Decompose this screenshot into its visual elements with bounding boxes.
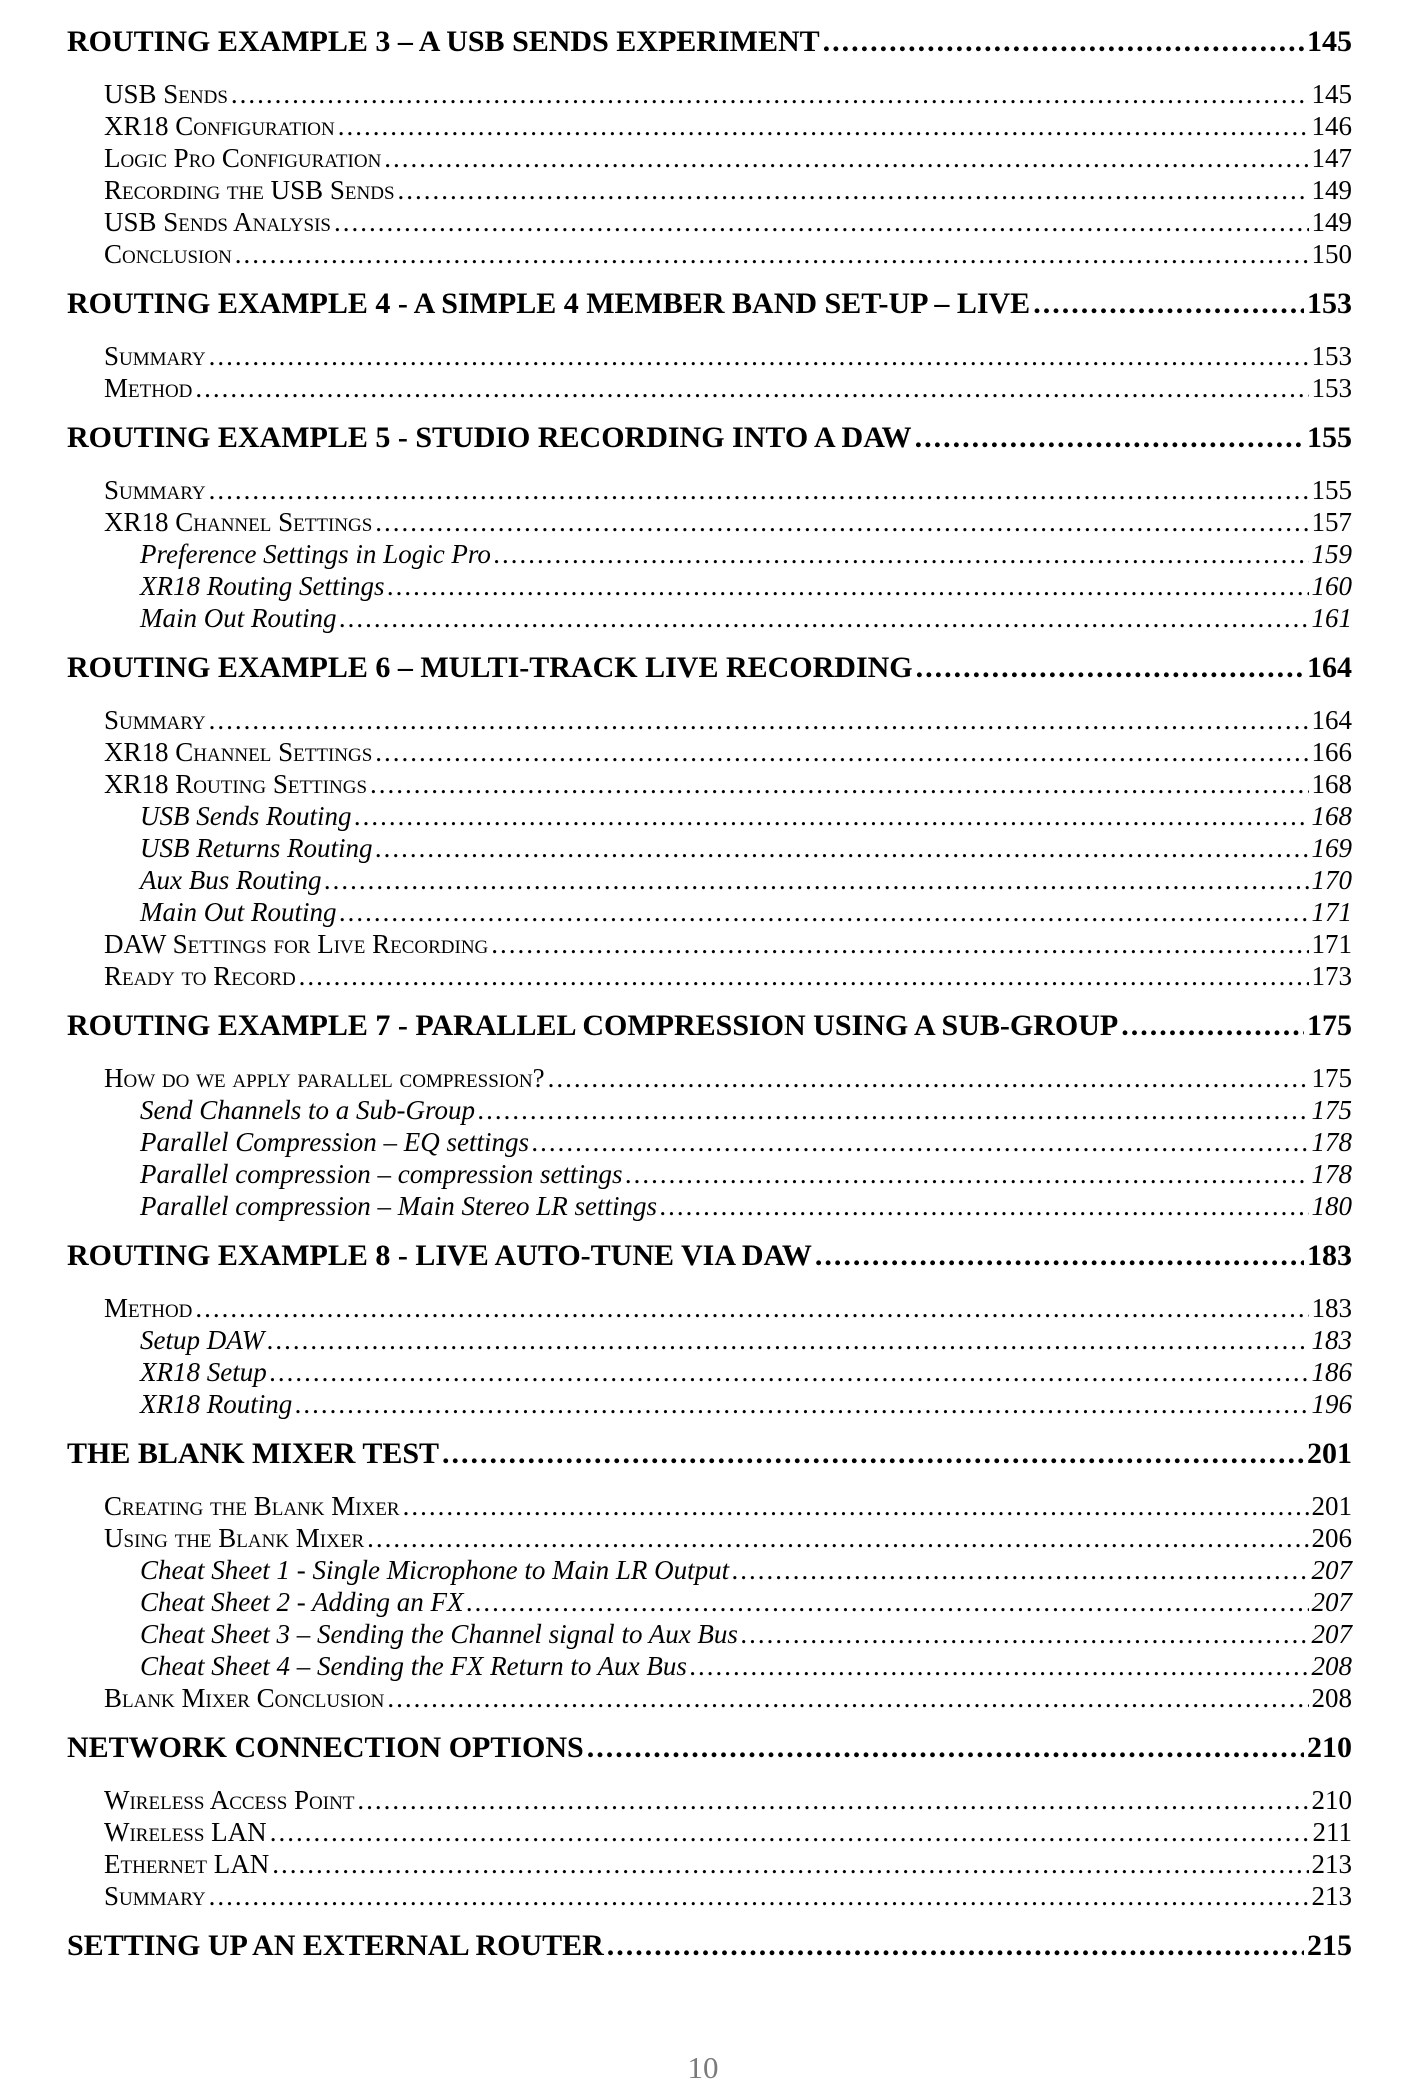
toc-entry (67, 864, 1352, 896)
toc-entry-page: 149 (1311, 175, 1352, 205)
toc-entry-label: Summary (104, 705, 206, 735)
toc-entry-label: Cheat Sheet 1 - Single Microphone to Main LR Output (140, 1555, 730, 1585)
toc-entry-page: 208 (1311, 1651, 1352, 1681)
dot-leader (209, 474, 1309, 506)
dot-leader (375, 832, 1308, 864)
dot-leader (625, 1158, 1308, 1190)
toc-entry-label: Conclusion (104, 239, 232, 269)
toc-entry-label: DAW Settings for Live Recording (104, 929, 489, 959)
toc-entry (67, 474, 1352, 506)
toc-entry (67, 832, 1352, 864)
toc-list (67, 26, 1352, 1962)
toc-entry-label: Summary (104, 341, 206, 371)
toc-entry-label: USB Returns Routing (140, 833, 373, 863)
toc-entry (67, 174, 1352, 206)
dot-leader (209, 704, 1309, 736)
toc-entry (67, 1650, 1352, 1682)
dot-leader (209, 340, 1309, 372)
dot-leader (340, 602, 1309, 634)
toc-entry-page: 164 (1307, 651, 1352, 684)
dot-leader (299, 960, 1309, 992)
dot-leader (354, 800, 1308, 832)
toc-entry-label: XR18 Channel Settings (104, 737, 373, 767)
toc-entry (67, 1522, 1352, 1554)
toc-entry-page: 213 (1311, 1849, 1352, 1879)
toc-entry (67, 538, 1352, 570)
toc-entry-label: Ethernet LAN (104, 1849, 270, 1879)
toc-entry (67, 78, 1352, 110)
toc-entry-label: XR18 Routing (140, 1389, 293, 1419)
toc-entry-page: 173 (1311, 961, 1352, 991)
dot-leader (387, 570, 1308, 602)
toc-entry-label: USB Sends Routing (140, 801, 352, 831)
dot-leader (195, 1292, 1308, 1324)
toc-entry-page: 170 (1311, 865, 1352, 895)
toc-entry (67, 1880, 1352, 1912)
toc-entry (67, 1816, 1352, 1848)
dot-leader (398, 174, 1309, 206)
toc-entry-page: 201 (1307, 1437, 1352, 1470)
toc-entry-page: 147 (1311, 143, 1352, 173)
toc-entry-page: 164 (1311, 705, 1352, 735)
toc-entry-label: Method (104, 1293, 193, 1323)
toc-entry-page: 175 (1311, 1063, 1352, 1093)
toc-entry (67, 238, 1352, 270)
toc-entry-page: 213 (1311, 1881, 1352, 1911)
toc-entry-label: Setup DAW (140, 1325, 265, 1355)
dot-leader (690, 1650, 1309, 1682)
toc-entry (67, 1158, 1352, 1190)
dot-leader (494, 538, 1309, 570)
dot-leader (367, 1522, 1308, 1554)
toc-entry-label: Cheat Sheet 3 – Sending the Channel signal to Aux Bus (140, 1619, 738, 1649)
dot-leader (587, 1732, 1304, 1764)
toc-entry (67, 340, 1352, 372)
toc-entry-page: 208 (1311, 1683, 1352, 1713)
toc-entry (67, 960, 1352, 992)
toc-entry-label: How do we apply parallel compression? (104, 1063, 545, 1093)
toc-entry-page: 183 (1311, 1325, 1352, 1355)
dot-leader (357, 1784, 1308, 1816)
toc-entry (67, 1388, 1352, 1420)
toc-entry-page: 183 (1307, 1239, 1352, 1272)
toc-entry-page: 145 (1307, 25, 1352, 58)
toc-entry-label: USB Sends (104, 79, 228, 109)
toc-entry-label: Recording the USB Sends (104, 175, 395, 205)
toc-entry-page: 155 (1307, 421, 1352, 454)
toc-entry-page: 153 (1311, 341, 1352, 371)
toc-entry (67, 704, 1352, 736)
toc-entry-label: ROUTING EXAMPLE 3 – A USB SENDS EXPERIMENT (67, 25, 820, 58)
toc-entry-page: 175 (1307, 1009, 1352, 1042)
dot-leader (741, 1618, 1309, 1650)
dot-leader (195, 372, 1308, 404)
toc-entry (67, 1062, 1352, 1094)
toc-entry (67, 1356, 1352, 1388)
toc-entry (67, 206, 1352, 238)
dot-leader (491, 928, 1308, 960)
toc-entry-page: 211 (1312, 1817, 1352, 1847)
dot-leader (375, 736, 1308, 768)
toc-entry-label: ROUTING EXAMPLE 5 - STUDIO RECORDING INTO A DAW (67, 421, 912, 454)
dot-leader (823, 26, 1304, 58)
toc-entry (67, 1010, 1352, 1042)
toc-entry (67, 110, 1352, 142)
dot-leader (732, 1554, 1308, 1586)
dot-leader (387, 1682, 1308, 1714)
dot-leader (272, 1848, 1308, 1880)
dot-leader (478, 1094, 1309, 1126)
toc-entry-label: Ready to Record (104, 961, 296, 991)
toc-entry-label: ROUTING EXAMPLE 7 - PARALLEL COMPRESSION USING A SUB-GROUP (67, 1009, 1119, 1042)
dot-leader (338, 110, 1309, 142)
dot-leader (295, 1388, 1308, 1420)
toc-entry-page: 150 (1311, 239, 1352, 269)
toc-entry-label: NETWORK CONNECTION OPTIONS (67, 1731, 584, 1764)
toc-entry-label: SETTING UP AN EXTERNAL ROUTER (67, 1929, 604, 1962)
toc-entry-label: XR18 Routing Settings (104, 769, 368, 799)
toc-entry (67, 142, 1352, 174)
dot-leader (270, 1816, 1310, 1848)
dot-leader (375, 506, 1308, 538)
toc-entry-page: 183 (1311, 1293, 1352, 1323)
toc-entry (67, 1438, 1352, 1470)
toc-entry-label: Summary (104, 475, 206, 505)
toc-entry (67, 1848, 1352, 1880)
toc-entry (67, 1586, 1352, 1618)
dot-leader (340, 896, 1309, 928)
toc-entry (67, 1324, 1352, 1356)
toc-entry (67, 652, 1352, 684)
toc-entry (67, 570, 1352, 602)
toc-entry (67, 1240, 1352, 1272)
toc-entry-page: 168 (1311, 769, 1352, 799)
toc-entry-page: 186 (1311, 1357, 1352, 1387)
dot-leader (915, 422, 1304, 454)
toc-entry-label: XR18 Setup (140, 1357, 267, 1387)
toc-entry-label: USB Sends Analysis (104, 207, 331, 237)
toc-entry (67, 1292, 1352, 1324)
dot-leader (267, 1324, 1308, 1356)
toc-entry (67, 928, 1352, 960)
toc-entry (67, 1618, 1352, 1650)
toc-entry-label: Wireless Access Point (104, 1785, 355, 1815)
toc-entry-label: ROUTING EXAMPLE 4 - A SIMPLE 4 MEMBER BAND SET-UP – LIVE (67, 287, 1031, 320)
toc-entry-page: 146 (1311, 111, 1352, 141)
toc-entry-page: 180 (1311, 1191, 1352, 1221)
toc-entry (67, 372, 1352, 404)
toc-entry-label: XR18 Configuration (104, 111, 335, 141)
toc-entry (67, 602, 1352, 634)
toc-entry-page: 171 (1311, 929, 1352, 959)
toc-entry-label: Wireless LAN (104, 1817, 267, 1847)
toc-entry (67, 1126, 1352, 1158)
toc-entry (67, 1784, 1352, 1816)
toc-entry-label: Cheat Sheet 2 - Adding an FX (140, 1587, 464, 1617)
toc-entry-page: 207 (1311, 1619, 1352, 1649)
dot-leader (209, 1880, 1309, 1912)
toc-entry-label: Cheat Sheet 4 – Sending the FX Return to Aux Bus (140, 1651, 687, 1681)
toc-entry-label: Send Channels to a Sub-Group (140, 1095, 475, 1125)
toc-entry-label: Parallel compression – Main Stereo LR settings (140, 1191, 657, 1221)
toc-entry-page: 160 (1311, 571, 1352, 601)
toc-entry-page: 207 (1311, 1587, 1352, 1617)
toc-entry-page: 168 (1311, 801, 1352, 831)
toc-entry-label: Logic Pro Configuration (104, 143, 382, 173)
dot-leader (270, 1356, 1309, 1388)
toc-entry (67, 1554, 1352, 1586)
dot-leader (235, 238, 1309, 270)
toc-entry-page: 196 (1311, 1389, 1352, 1419)
toc-entry (67, 896, 1352, 928)
dot-leader (370, 768, 1308, 800)
dot-leader (1033, 288, 1304, 320)
toc-entry-label: Parallel Compression – EQ settings (140, 1127, 529, 1157)
dot-leader (916, 652, 1304, 684)
toc-entry-page: 145 (1311, 79, 1352, 109)
toc-entry-label: Summary (104, 1881, 206, 1911)
toc-entry-page: 159 (1311, 539, 1352, 569)
toc-entry (67, 800, 1352, 832)
toc-entry-label: Aux Bus Routing (140, 865, 322, 895)
toc-entry (67, 1094, 1352, 1126)
toc-entry-label: Parallel compression – compression settings (140, 1159, 623, 1189)
dot-leader (815, 1240, 1304, 1272)
toc-entry-label: XR18 Routing Settings (140, 571, 385, 601)
toc-entry-page: 149 (1311, 207, 1352, 237)
toc-entry-page: 210 (1307, 1731, 1352, 1764)
toc-entry-label: Using the Blank Mixer (104, 1523, 365, 1553)
dot-leader (324, 864, 1308, 896)
toc-entry-page: 169 (1311, 833, 1352, 863)
toc-entry-label: Blank Mixer Conclusion (104, 1683, 385, 1713)
dot-leader (403, 1490, 1309, 1522)
dot-leader (1121, 1010, 1304, 1042)
toc-entry-page: 153 (1311, 373, 1352, 403)
toc-entry-page: 171 (1311, 897, 1352, 927)
toc-entry-label: Method (104, 373, 193, 403)
toc-entry-page: 155 (1311, 475, 1352, 505)
dot-leader (384, 142, 1308, 174)
toc-entry-label: XR18 Channel Settings (104, 507, 373, 537)
dot-leader (334, 206, 1309, 238)
toc-entry-page: 207 (1311, 1555, 1352, 1585)
toc-entry-page: 157 (1311, 507, 1352, 537)
toc-entry (67, 1490, 1352, 1522)
dot-leader (660, 1190, 1309, 1222)
toc-entry-label: ROUTING EXAMPLE 6 – MULTI-TRACK LIVE RECORDING (67, 651, 913, 684)
dot-leader (466, 1586, 1308, 1618)
toc-entry-page: 178 (1311, 1159, 1352, 1189)
dot-leader (532, 1126, 1309, 1158)
toc-entry (67, 1930, 1352, 1962)
dot-leader (231, 78, 1309, 110)
toc-entry (67, 422, 1352, 454)
toc-entry-page: 175 (1311, 1095, 1352, 1125)
toc-entry-label: Main Out Routing (140, 897, 337, 927)
toc-entry (67, 288, 1352, 320)
toc-entry-label: Preference Settings in Logic Pro (140, 539, 491, 569)
toc-entry-page: 153 (1307, 287, 1352, 320)
toc-entry (67, 506, 1352, 538)
toc-entry-page: 215 (1307, 1929, 1352, 1962)
toc-entry-label: Main Out Routing (140, 603, 337, 633)
toc-entry (67, 1732, 1352, 1764)
footer-page-number: 10 (687, 2050, 719, 2085)
toc-entry-page: 201 (1311, 1491, 1352, 1521)
toc-entry (67, 768, 1352, 800)
toc-entry-page: 206 (1311, 1523, 1352, 1553)
toc-entry-label: ROUTING EXAMPLE 8 - LIVE AUTO-TUNE VIA DAW (67, 1239, 812, 1272)
toc-entry-label: Creating the Blank Mixer (104, 1491, 400, 1521)
toc-entry-page: 161 (1311, 603, 1352, 633)
toc-entry-label: THE BLANK MIXER TEST (67, 1437, 440, 1470)
toc-entry-page: 210 (1311, 1785, 1352, 1815)
toc-entry (67, 1190, 1352, 1222)
dot-leader (442, 1438, 1304, 1470)
toc-entry-page: 178 (1311, 1127, 1352, 1157)
toc-entry-page: 166 (1311, 737, 1352, 767)
dot-leader (607, 1930, 1304, 1962)
toc-entry (67, 736, 1352, 768)
toc-entry (67, 26, 1352, 58)
toc-entry (67, 1682, 1352, 1714)
dot-leader (548, 1062, 1309, 1094)
